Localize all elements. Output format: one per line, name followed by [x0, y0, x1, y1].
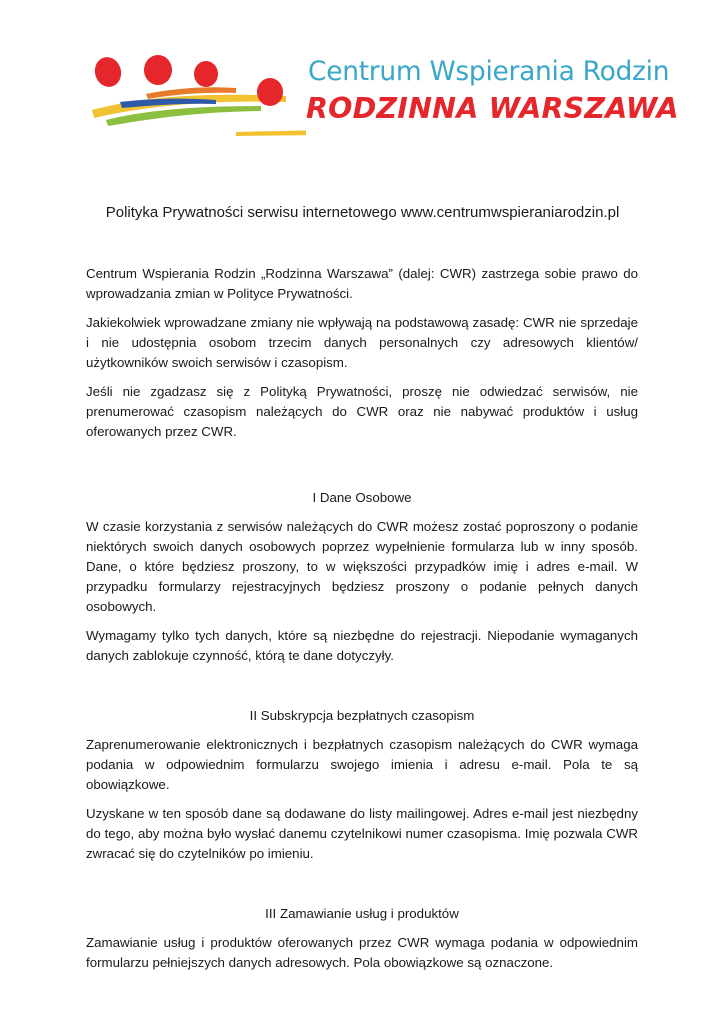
section-title-dane-osobowe: I Dane Osobowe [312, 490, 412, 505]
section-paragraph: Zamawianie usług i produktów oferowanych przez CWR wymaga podania w odpowiednim formularzu pełniejszych danych adresowych. Pola obowiązkowe są oznaczone. [86, 935, 638, 970]
logo-title: Centrum Wspierania Rodzin [308, 56, 670, 87]
section-title-subskrypcja: II Subskrypcja bezpłatnych czasopism [249, 708, 475, 723]
section-paragraph: Wymagamy tylko tych danych, które są niezbędne do rejestracji. Niepodanie wymaganych danych zablokuje czynność, którą te dane dotyczyły. [86, 628, 638, 663]
intro-paragraph: Jakiekolwiek wprowadzane zmiany nie wpływają na podstawową zasadę: CWR nie sprzedaje i nie udostępnia osobom trzecim danych personalnych czy adresowych klientów/ użytkowników swoich serwisów i czasopism. [86, 315, 638, 370]
document-body [86, 264, 638, 982]
section-paragraph: W czasie korzystania z serwisów należących do CWR możesz zostać poproszony o podanie niektórych swoich danych osobowych poprzez wypełnienie formularza lub w inny sposób. Dane, o które będziesz proszony, to w większości przypadków imię i adres e-mail. W przypadku formularzy rejestracyjnych będziesz proszony o podanie pełnych danych osobowych. [86, 519, 638, 614]
intro-paragraph: Jeśli nie zgadzasz się z Polityką Prywatności, proszę nie odwiedzać serwisów, nie prenumerować czasopism należących do CWR oraz nie nabywać produktów i usług oferowanych przez CWR. [86, 384, 638, 439]
logo [86, 48, 679, 140]
section-paragraph: Uzyskane w ten sposób dane są dodawane do listy mailingowej. Adres e-mail jest niezbędny do tego, aby można było wysłać danemu czytelnikowi numer czasopisma. Imię pozwala CWR zwracać się do czytelników po imieniu. [86, 806, 638, 861]
section-paragraph: Zaprenumerowanie elektronicznych i bezpłatnych czasopism należących do CWR wymaga podania w odpowiednim formularzu swojego imienia i adresu e-mail. Pola te są obowiązkowe. [86, 737, 638, 792]
intro-paragraph: Centrum Wspierania Rodzin „Rodzinna Warszawa” (dalej: CWR) zastrzega sobie prawo do wprowadzania zmian w Polityce Prywatności. [86, 266, 638, 301]
logo-graphic [86, 48, 306, 140]
section-title-zamawianie: III Zamawianie usług i produktów [265, 906, 459, 921]
logo-subtitle: RODZINNA WARSZAWA [306, 92, 679, 125]
document-title: Polityka Prywatności serwisu internetowego www.centrumwspieraniarodzin.pl [105, 204, 620, 221]
